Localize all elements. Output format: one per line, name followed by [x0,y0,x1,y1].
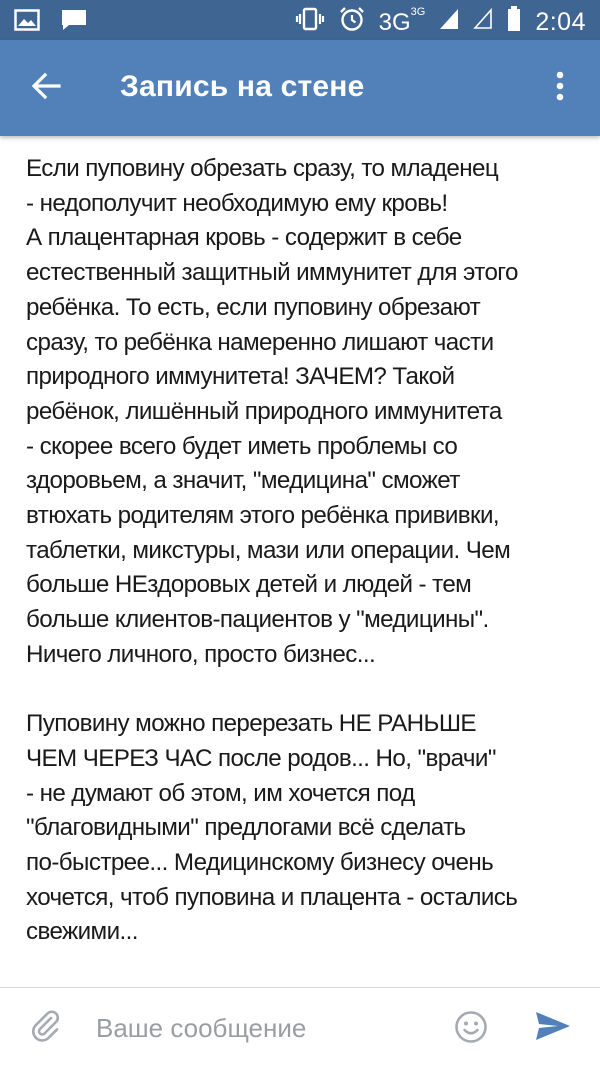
emoji-button[interactable] [450,1008,492,1050]
post-text-line: естественный защитный иммунитет для этого [26,259,518,287]
post-text-line: А плацентарная кровь - содержит в себе [26,224,462,252]
post-text-line: Если пуповину обрезать сразу, то младенец [26,155,499,182]
status-bar-notifications [14,8,88,37]
app-bar [0,40,600,136]
back-button[interactable] [20,62,72,114]
more-options-button[interactable] [540,64,580,112]
image-icon [14,9,40,36]
post-text-line: свежими... [26,918,138,946]
chat-icon [60,8,88,37]
paperclip-icon [29,1009,63,1048]
post-text-line: хочется, чтоб пуповина и плацента - остались [26,883,518,911]
post-text-line: - скорее всего будет иметь проблемы со [26,432,458,460]
post-text-line: Ничего личного, просто бизнес... [26,640,376,668]
attach-button[interactable] [24,1006,68,1050]
post-text-line: больше клиентов-пациентов у "медицины". [26,606,489,634]
signal-empty-icon [473,8,493,37]
alarm-icon [339,6,365,39]
arrow-back-icon [31,72,61,105]
battery-icon [507,6,521,39]
page-title: Запись на стене [120,70,365,103]
post-paragraph [26,152,586,673]
post-text-line: "благовидными" предлогами всё сделать [26,814,466,842]
smiley-icon [454,1010,488,1049]
post-paragraph [26,707,586,950]
post-text-line: втюхать родителям этого ребёнка прививки, [26,502,500,530]
post-text [26,152,586,950]
status-bar-system [295,6,586,39]
post-text-line: - недополучит необходимую ему кровь! [26,189,448,217]
post-text-line: таблетки, микстуры, мази или операции. Чем [26,536,511,564]
status-bar [0,0,600,40]
post-text-line: по-быстрее... Медицинскому бизнесу очень [26,849,494,877]
message-composer [0,987,600,1067]
post-text-line: сразу, то ребёнка намеренно лишают части [26,328,494,356]
post-text-line: - не думают об этом, им хочется под [26,779,415,807]
vibrate-icon [295,7,325,38]
post-text-line: здоровьем, а значит, "медицина" сможет [26,467,460,495]
post-text-line: Пуповину можно перерезать НЕ РАНЬШЕ [26,710,476,738]
post-text-line: ребёнок, лишённый природного иммунитета [26,397,502,425]
post-text-line: ЧЕМ ЧЕРЕЗ ЧАС после родов... Но, "врачи" [26,744,496,772]
message-input[interactable] [96,1008,426,1048]
post-text-line: больше НЕздоровых детей и людей - тем [26,571,472,599]
post-text-line: природного иммунитета! ЗАЧЕМ? Такой [26,363,455,391]
status-time: 2:04 [535,8,586,36]
signal-icon [439,8,459,37]
send-icon [534,1010,572,1047]
network-indicator: $3G^{3G}$ [378,5,426,36]
send-button[interactable] [528,1006,578,1050]
post-text-line: ребёнка. То есть, если пуповину обрезают [26,293,481,321]
more-vertical-icon [555,71,565,106]
